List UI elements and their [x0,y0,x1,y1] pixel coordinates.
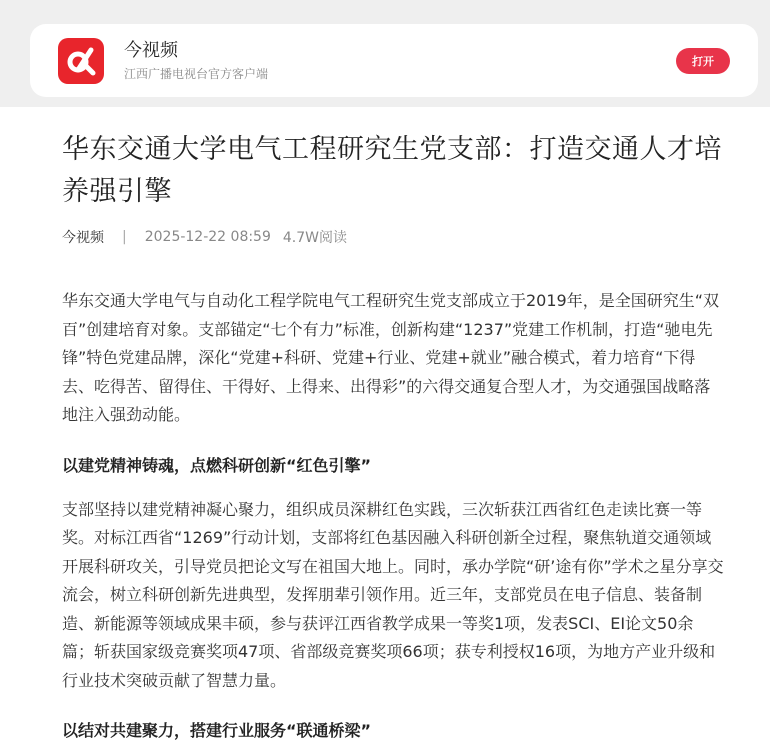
article-content [62,287,724,745]
app-info [124,39,676,82]
app-name: 今视频 [124,40,178,61]
meta-separator: | [122,229,127,245]
article-title: 华东交通大学电气工程研究生党支部：打造交通人才培养强引擎 [62,134,722,207]
app-banner[interactable] [30,24,758,97]
section-heading: 以建党精神铸魂，点燃科研创新“红色引擎” [62,455,372,475]
article-meta [62,227,724,247]
open-app-button[interactable]: 打开 [676,48,730,74]
article-paragraph: 支部坚持以建党精神凝心聚力，组织成员深耕红色实践，三次斩获江西省红色走读比赛一等奖。对标江西省“1269”行动计划，支部将红色基因融入科研创新全过程，聚焦轨道交通领域开展科研攻关，引导党员把论文写在祖国大地上。同时，承办学院“研’途有你”学术之星分享交流会，树立科研创新先进典型，发挥朋辈引领作用。近三年，支部党员在电子信息、装备制造、新能源等领域成果丰硕，参与获评江西省教学成果一等奖1项，发表SCI、EI论文50余篇；斩获国家级竞赛奖项47项、省部级竞赛奖项66项；获专利授权16项，为地方产业升级和行业技术突破贡献了智慧力量。 [62,499,724,690]
jinshipin-logo-icon [58,38,104,84]
article-views: 4.7W阅读 [282,230,347,246]
app-banner-area [0,0,770,107]
app-description: 江西广播电视台官方客户端 [124,67,269,81]
article-source[interactable]: 今视频 [62,230,104,246]
section-heading: 以结对共建聚力，搭建行业服务“联通桥梁” [62,721,372,740]
article-paragraph: 华东交通大学电气与自动化工程学院电气工程研究生党支部成立于2019年，是全国研究生“双百”创建培育对象。支部锚定“七个有力”标准，创新构建“1237”党建工作机制，打造“驰电先锋”特色党建品牌，深化“党建+科研、党建+行业、党建+就业”融合模式，着力培育“下得去、吃得苦、留得住、干得好、上得来、出得彩”的六得交通复合型人才，为交通强国战略落地注入强劲动能。 [62,291,720,424]
article [0,107,770,745]
article-date: 2025-12-22 08:59 [144,229,271,245]
